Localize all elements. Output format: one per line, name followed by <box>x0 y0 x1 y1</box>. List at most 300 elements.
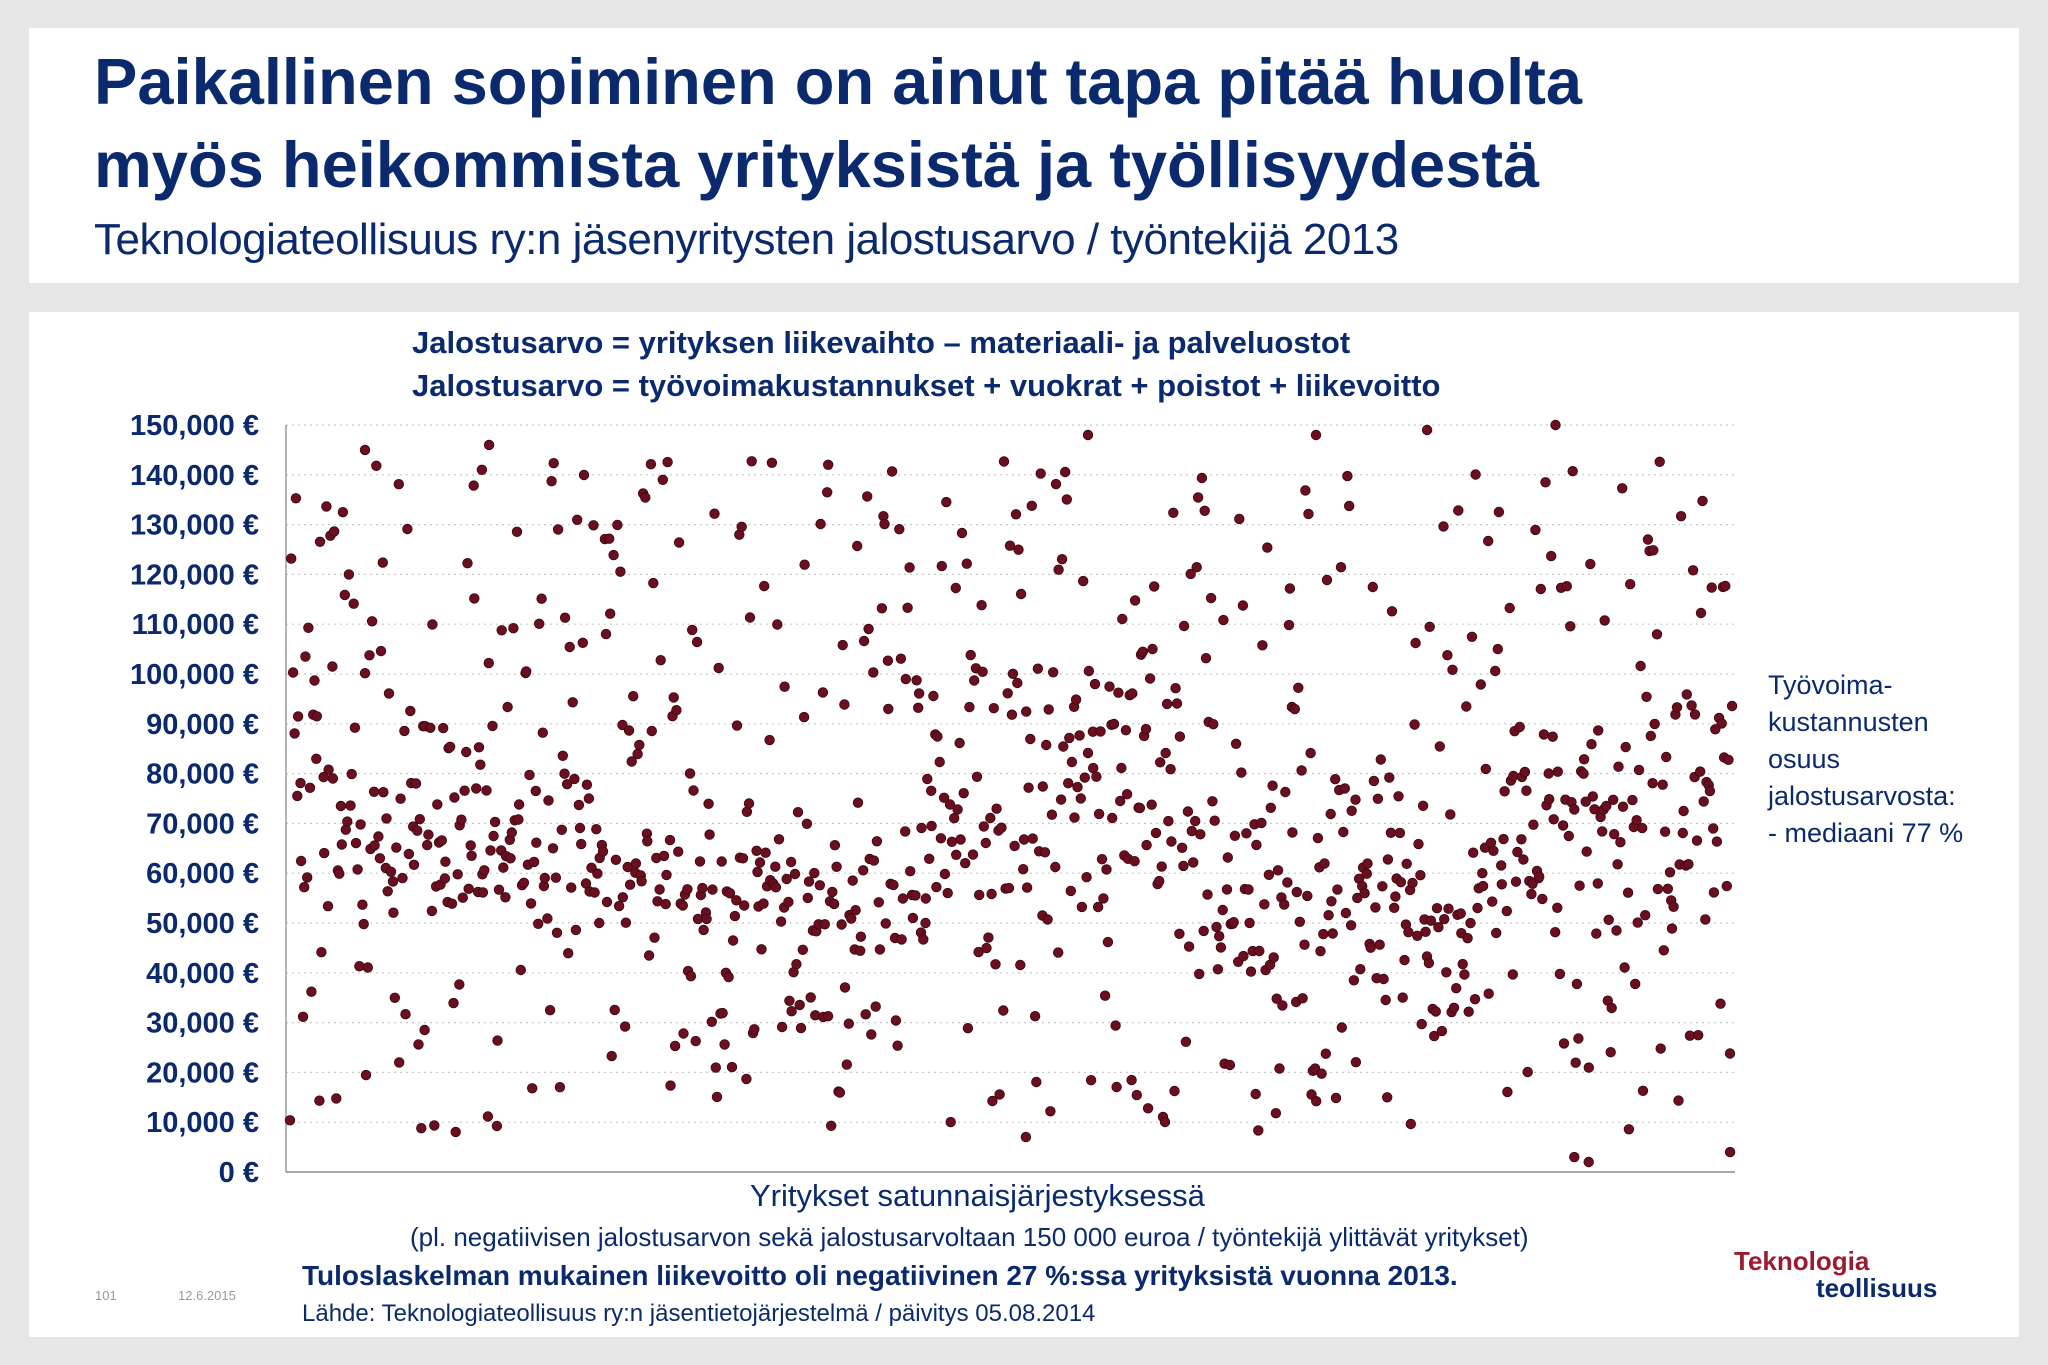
data-point <box>578 638 588 648</box>
data-point <box>1616 837 1626 847</box>
data-point <box>974 890 984 900</box>
data-point <box>644 951 654 961</box>
data-point <box>1212 922 1222 932</box>
data-point <box>1661 752 1671 762</box>
data-point <box>1684 859 1694 869</box>
data-point <box>1460 970 1470 980</box>
data-point <box>445 742 455 752</box>
data-point <box>1288 828 1298 838</box>
data-point <box>1366 943 1376 953</box>
data-point <box>695 857 705 867</box>
data-point <box>995 1090 1005 1100</box>
data-point <box>1344 501 1354 511</box>
data-point <box>1463 933 1473 943</box>
data-point <box>437 836 447 846</box>
data-point <box>1271 1108 1281 1118</box>
data-point <box>962 559 972 569</box>
data-point <box>514 815 524 825</box>
data-point <box>369 787 379 797</box>
data-point <box>1466 918 1476 928</box>
data-point <box>1239 951 1249 961</box>
data-point <box>702 914 712 924</box>
data-point <box>1481 764 1491 774</box>
data-point <box>1679 806 1689 816</box>
data-point <box>1588 792 1598 802</box>
data-point <box>1553 767 1563 777</box>
data-point <box>1179 621 1189 631</box>
data-point <box>1346 921 1356 931</box>
y-axis-ticks <box>130 410 259 1189</box>
data-point <box>1607 1003 1617 1013</box>
data-point <box>803 893 813 903</box>
data-point <box>767 458 777 468</box>
data-point <box>875 945 885 955</box>
data-point <box>924 854 934 864</box>
data-point <box>549 458 559 468</box>
data-point <box>1275 1064 1285 1074</box>
y-tick-label: 70,000 € <box>146 808 259 841</box>
data-point <box>1369 776 1379 786</box>
data-point <box>1154 876 1164 886</box>
data-point <box>1298 994 1308 1004</box>
data-point <box>1336 562 1346 572</box>
data-point <box>607 1051 617 1061</box>
data-point <box>1414 839 1424 849</box>
data-point <box>424 830 434 840</box>
data-point <box>1127 1075 1137 1085</box>
data-point <box>1046 1107 1056 1117</box>
data-point <box>1699 797 1709 807</box>
data-point <box>441 857 451 867</box>
data-point <box>324 765 334 775</box>
data-point <box>1043 915 1053 925</box>
data-point <box>457 815 467 825</box>
data-point <box>461 747 471 757</box>
data-point <box>1548 732 1558 742</box>
data-point <box>999 457 1009 467</box>
data-point <box>1606 1047 1616 1057</box>
data-point <box>1451 983 1461 993</box>
data-point <box>1251 1089 1261 1099</box>
data-point <box>365 651 375 661</box>
data-point <box>799 712 809 722</box>
data-point <box>1114 688 1124 698</box>
data-point <box>1107 813 1117 823</box>
data-point <box>584 794 594 804</box>
data-point <box>449 998 459 1008</box>
data-point <box>666 1081 676 1091</box>
data-point <box>957 528 967 538</box>
data-point <box>332 1094 342 1104</box>
data-point <box>832 862 842 872</box>
data-point <box>1693 1030 1703 1040</box>
data-point <box>776 917 786 927</box>
data-point <box>489 831 499 841</box>
data-point <box>533 919 543 929</box>
data-point <box>1016 960 1026 970</box>
data-point <box>363 963 373 973</box>
data-point <box>947 837 957 847</box>
data-point <box>420 1025 430 1035</box>
data-point <box>1111 1021 1121 1031</box>
data-point <box>406 706 416 716</box>
data-point <box>1678 828 1688 838</box>
data-point <box>861 1010 871 1020</box>
data-point <box>742 1074 752 1084</box>
data-point <box>1192 562 1202 572</box>
data-point <box>1028 834 1038 844</box>
data-point <box>837 920 847 930</box>
data-point <box>488 721 498 731</box>
data-point <box>708 885 718 895</box>
data-point <box>1193 493 1203 503</box>
data-point <box>1255 946 1265 956</box>
data-point <box>611 855 621 865</box>
data-point <box>896 654 906 664</box>
data-point <box>344 570 354 580</box>
data-point <box>955 738 965 748</box>
data-point <box>1245 918 1255 928</box>
data-point <box>960 858 970 868</box>
slide-number: 101 <box>95 1288 117 1303</box>
data-point <box>1650 719 1660 729</box>
data-point <box>400 726 410 736</box>
data-point <box>506 854 516 864</box>
data-point <box>790 869 800 879</box>
data-point <box>1555 969 1565 979</box>
data-point <box>1351 1057 1361 1067</box>
data-point <box>451 1127 461 1137</box>
data-point <box>1166 764 1176 774</box>
data-point <box>755 858 765 868</box>
page-subtitle: Teknologiateollisuus ry:n jäsenyritysten jalostusarvo / työntekijä 2013 <box>94 215 1399 264</box>
data-point <box>1014 545 1024 555</box>
data-point <box>1054 565 1064 575</box>
data-point <box>1040 848 1050 858</box>
data-point <box>1608 795 1618 805</box>
data-point <box>1587 739 1597 749</box>
data-point <box>1294 683 1304 693</box>
data-point <box>1327 897 1337 907</box>
data-point <box>553 525 563 535</box>
data-point <box>576 839 586 849</box>
data-point <box>838 640 848 650</box>
data-point <box>1244 885 1254 895</box>
data-point <box>943 888 953 898</box>
data-point <box>1326 809 1336 819</box>
data-point <box>1431 1007 1441 1017</box>
data-point <box>293 791 303 801</box>
data-point <box>1443 650 1453 660</box>
data-point <box>529 857 539 867</box>
data-point <box>1337 1023 1347 1033</box>
data-point <box>951 850 961 860</box>
data-point <box>1600 616 1610 626</box>
data-point <box>1321 1049 1331 1059</box>
y-tick-label: 30,000 € <box>146 1007 259 1040</box>
data-point <box>1230 831 1240 841</box>
data-point <box>940 869 950 879</box>
data-point <box>1695 767 1705 777</box>
data-point <box>1519 855 1529 865</box>
data-point <box>492 1121 502 1131</box>
data-point <box>1402 859 1412 869</box>
data-point <box>718 1008 728 1018</box>
data-point <box>415 814 425 824</box>
data-point <box>1320 859 1330 869</box>
data-point <box>1096 727 1106 737</box>
data-point <box>979 822 989 832</box>
data-point <box>1313 833 1323 843</box>
data-point <box>1386 828 1396 838</box>
data-point <box>1268 781 1278 791</box>
data-point <box>1727 701 1737 711</box>
data-point <box>545 1005 555 1015</box>
data-point <box>582 780 592 790</box>
data-point <box>1503 1087 1513 1097</box>
data-point <box>1467 632 1477 642</box>
data-point <box>692 637 702 647</box>
data-point <box>691 1036 701 1046</box>
data-point <box>823 460 833 470</box>
data-point <box>932 882 942 892</box>
data-point <box>328 662 338 672</box>
data-point <box>1613 860 1623 870</box>
data-point <box>1509 771 1519 781</box>
data-point <box>710 509 720 519</box>
data-point <box>829 899 839 909</box>
data-point <box>474 743 484 753</box>
data-point <box>1235 514 1245 524</box>
data-point <box>433 800 443 810</box>
data-point <box>1179 861 1189 871</box>
data-point <box>1418 801 1428 811</box>
data-point <box>359 919 369 929</box>
data-point <box>1004 883 1014 893</box>
data-point <box>1319 929 1329 939</box>
data-point <box>526 899 536 909</box>
data-point <box>848 876 858 886</box>
data-point <box>1167 837 1177 847</box>
data-point <box>1190 816 1200 826</box>
data-point <box>959 788 969 798</box>
data-point <box>871 1002 881 1012</box>
data-point <box>1169 508 1179 518</box>
data-point <box>927 821 937 831</box>
data-point <box>1316 946 1326 956</box>
data-point <box>665 835 675 845</box>
data-point <box>1339 827 1349 837</box>
data-point <box>398 873 408 883</box>
data-point <box>1208 797 1218 807</box>
data-point <box>1493 644 1503 654</box>
data-point <box>1534 872 1544 882</box>
data-point <box>382 814 392 824</box>
data-point <box>750 1025 760 1035</box>
data-point <box>514 800 524 810</box>
data-point <box>285 1116 295 1126</box>
data-point <box>823 1011 833 1021</box>
data-point <box>867 1030 877 1040</box>
data-point <box>698 883 708 893</box>
data-point <box>469 481 479 491</box>
data-point <box>497 626 507 636</box>
data-point <box>388 877 398 887</box>
data-point <box>1497 880 1507 890</box>
data-point <box>1541 478 1551 488</box>
data-point <box>1067 757 1077 767</box>
data-point <box>1075 731 1085 741</box>
data-point <box>1362 869 1372 879</box>
data-point <box>499 863 509 873</box>
data-point <box>1448 665 1458 675</box>
data-point <box>1502 906 1512 916</box>
data-point <box>1258 641 1268 651</box>
data-point <box>1044 705 1054 715</box>
data-point <box>1254 1126 1264 1136</box>
data-point <box>1145 674 1155 684</box>
data-point <box>663 457 673 467</box>
data-point <box>299 882 309 892</box>
data-point <box>687 625 697 635</box>
data-point <box>1007 710 1017 720</box>
data-point <box>490 817 500 827</box>
data-point <box>897 935 907 945</box>
data-point <box>482 786 492 796</box>
data-point <box>574 800 584 810</box>
data-point <box>453 870 463 880</box>
data-point <box>859 636 869 646</box>
data-point <box>1070 813 1080 823</box>
data-point <box>1617 484 1627 494</box>
slide-date: 12.6.2015 <box>178 1288 236 1303</box>
data-point <box>1529 820 1539 830</box>
data-point <box>981 838 991 848</box>
data-point <box>903 603 913 613</box>
data-point <box>997 823 1007 833</box>
data-point <box>1373 794 1383 804</box>
data-point <box>1432 903 1442 913</box>
data-point <box>891 1016 901 1026</box>
data-point <box>1539 730 1549 740</box>
data-point <box>1363 859 1373 869</box>
data-point <box>1716 999 1726 1009</box>
data-point <box>991 960 1001 970</box>
data-point <box>780 682 790 692</box>
data-point <box>301 652 311 662</box>
data-point <box>815 881 825 891</box>
data-point <box>1446 810 1456 820</box>
data-point <box>1491 928 1501 938</box>
data-point <box>1003 689 1013 699</box>
data-point <box>476 760 486 770</box>
data-point <box>471 784 481 794</box>
data-point <box>1171 683 1181 693</box>
data-point <box>1260 900 1270 910</box>
data-point <box>1105 682 1115 692</box>
data-point <box>747 457 757 467</box>
data-point <box>1027 501 1037 511</box>
data-point <box>1242 829 1252 839</box>
data-point <box>347 769 357 779</box>
data-point <box>921 918 931 928</box>
data-point <box>1155 758 1165 768</box>
data-point <box>1026 734 1036 744</box>
data-point <box>646 459 656 469</box>
data-point <box>566 883 576 893</box>
data-point <box>1646 731 1656 741</box>
data-point <box>800 560 810 570</box>
data-point <box>1638 1086 1648 1096</box>
data-point <box>610 1005 620 1015</box>
data-points <box>285 420 1737 1167</box>
data-point <box>912 676 922 686</box>
data-point <box>1391 892 1401 902</box>
data-point <box>1411 638 1421 648</box>
data-point <box>1375 940 1385 950</box>
data-point <box>720 1040 730 1050</box>
data-point <box>1340 784 1350 794</box>
data-point <box>1394 792 1404 802</box>
data-point <box>986 813 996 823</box>
data-point <box>1135 803 1145 813</box>
data-point <box>430 1121 440 1131</box>
data-point <box>1083 430 1093 440</box>
data-point <box>1077 902 1087 912</box>
data-point <box>1508 970 1518 980</box>
data-point <box>1118 614 1128 624</box>
data-point <box>1216 943 1226 953</box>
data-point <box>1437 1026 1447 1036</box>
data-point <box>1544 769 1554 779</box>
data-point <box>643 837 653 847</box>
data-point <box>1597 827 1607 837</box>
data-point <box>1304 509 1314 519</box>
data-point <box>552 928 562 938</box>
data-point <box>1279 900 1289 910</box>
data-point <box>317 947 327 957</box>
data-point <box>1011 510 1021 520</box>
data-point <box>1724 755 1734 765</box>
data-point <box>323 901 333 911</box>
data-point <box>1637 823 1647 833</box>
data-point <box>1048 668 1058 678</box>
data-point <box>1175 732 1185 742</box>
data-point <box>1222 885 1232 895</box>
data-point <box>1456 909 1466 919</box>
data-point <box>901 674 911 684</box>
data-point <box>738 854 748 864</box>
data-point <box>771 862 781 872</box>
data-point <box>1237 768 1247 778</box>
data-point <box>1184 942 1194 952</box>
data-point <box>355 961 365 971</box>
data-point <box>877 604 887 614</box>
data-point <box>1059 742 1069 752</box>
data-point <box>727 1062 737 1072</box>
data-point <box>933 732 943 742</box>
data-point <box>685 769 695 779</box>
data-point <box>350 723 360 733</box>
data-point <box>1090 679 1100 689</box>
data-point <box>900 827 910 837</box>
data-point <box>1500 787 1510 797</box>
data-point <box>312 712 322 722</box>
data-point <box>953 805 963 815</box>
data-point <box>798 945 808 955</box>
data-point <box>785 996 795 1006</box>
data-point <box>889 880 899 890</box>
